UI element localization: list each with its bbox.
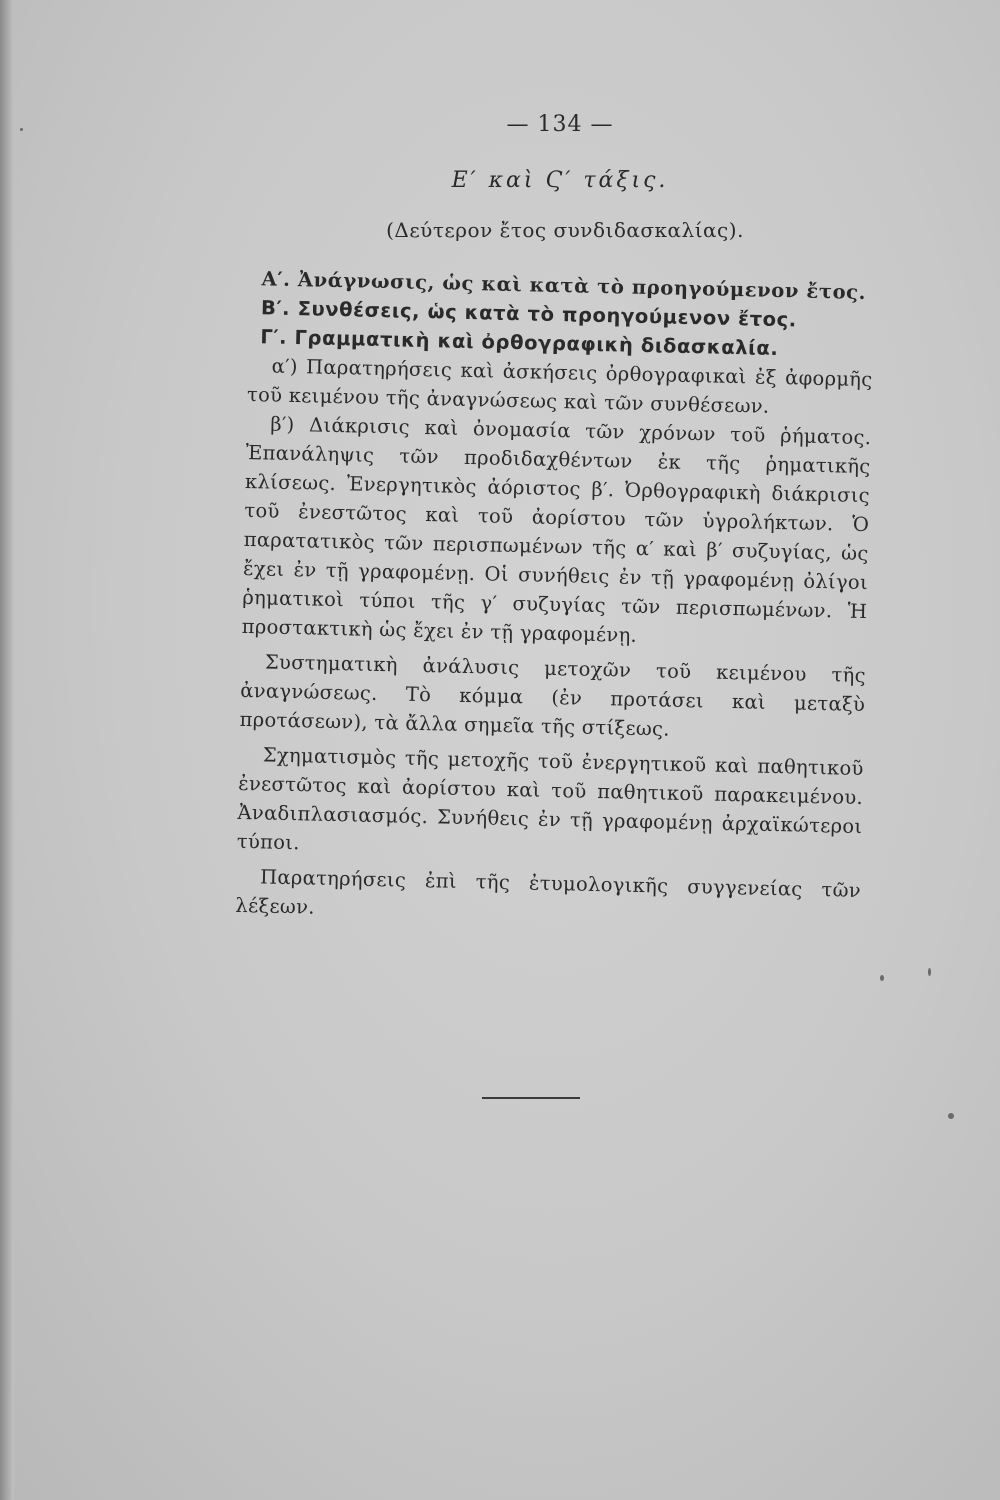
paper-speck <box>928 968 931 976</box>
paragraph: Συστηματικὴ ἀνάλυσις μετοχῶν τοῦ κειμένου τῆς ἀναγνώσεως. Τὸ κόμμα (ἐν προτάσει καὶ μεταξὺ προτάσεων), τὰ ἄλλα σημεῖα τῆς στίξεως. <box>239 650 867 741</box>
section-label: Β′. <box>260 296 291 320</box>
paragraph: α′) Παρατηρήσεις καὶ ἀσκήσεις ὀρθογραφικαὶ ἐξ ἀφορμῆς τοῦ κειμένου τῆς ἀναγνώσεως καὶ τῶν συνθέσεων. <box>246 354 873 418</box>
section-text: Συνθέσεις, ὡς κατὰ τὸ προηγούμενον ἔτος. <box>297 297 798 332</box>
end-rule <box>482 1097 580 1099</box>
section-text: Ἀνάγνωσις, ὡς καὶ κατὰ τὸ προηγούμενον ἔτος. <box>297 268 867 304</box>
section-label: Α′. <box>261 267 291 291</box>
section-label: Γ′. <box>260 325 288 349</box>
paragraph: Παρατηρήσεις ἐπὶ τῆς ἐτυμολογικῆς συγγενείας τῶν λέξεων. <box>235 865 862 919</box>
paper-speck <box>948 1113 954 1119</box>
paragraph: β′) Διάκρισις καὶ ὀνομασία τῶν χρόνων τοῦ ῥήματος. Ἐπανάληψις τῶν προδιδαχθέντων ἐκ τῆς ῥηματικῆς κλίσεως. Ἐνεργητικὸς ἀόριστος β′. Ὀρθογραφικὴ διάκρισις τοῦ ἐνεστῶτος καὶ τοῦ ἀορίστου τῶν ὑγρολήκτων. Ὁ παρατατικὸς τῶν περισπωμένων τῆς α′ καὶ β′ συζυγίας, ὡς ἔχει ἐν τῇ γραφομένῃ. Οἱ συνήθεις ἐν τῇ γραφομένῃ ὀλίγοι ῥηματικοὶ τύποι τῆς γ′ συζυγίας τῶν περισπωμένων. Ἡ προστακτικὴ ὡς ἔχει ἐν τῇ γραφομένῃ. <box>241 412 872 647</box>
paper-speck <box>880 975 884 981</box>
page-title: Ε′ καὶ Ϛ′ τάξις. <box>451 168 669 193</box>
paper-speck <box>20 128 23 131</box>
page-subtitle: (Δεύτερον ἔτος συνδιδασκαλίας). <box>386 218 744 242</box>
paragraph: Σχηματισμὸς τῆς μετοχῆς τοῦ ἐνεργητικοῦ καὶ παθητικοῦ ἐνεστῶτος καὶ ἀορίστου καὶ τοῦ παθητικοῦ παρακειμένου. Ἀναδιπλασιασμός. Συνήθεις ἐν τῇ γραφομένῃ ἀρχαϊκώτεροι τύποι. <box>236 743 864 855</box>
section-text: Γραμματικὴ καὶ ὀρθογραφικὴ διδασκαλία. <box>294 326 779 361</box>
page-number: — 134 — <box>506 112 614 137</box>
body-text <box>235 264 875 934</box>
